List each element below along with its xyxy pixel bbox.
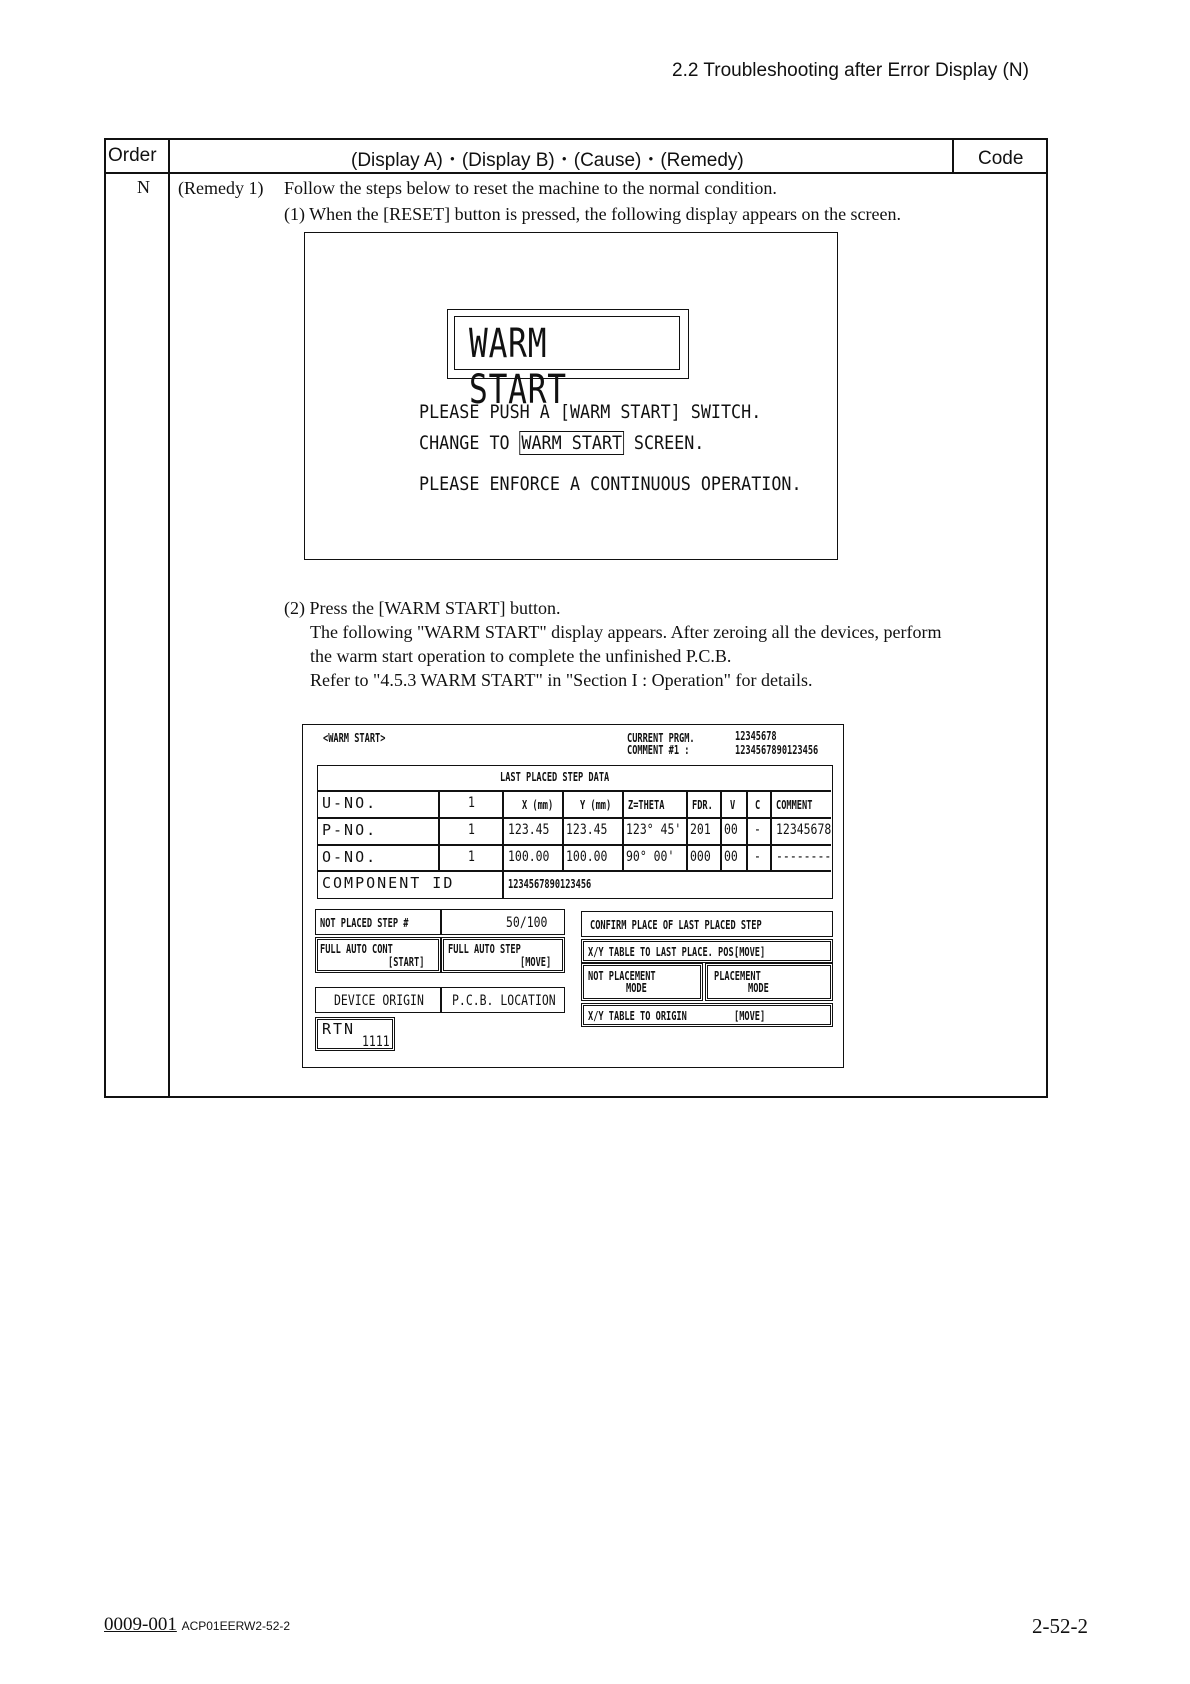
device-origin-button[interactable] (315, 987, 441, 1013)
table-cell: 123.45 (566, 822, 608, 838)
xy-table-last-place-button[interactable] (581, 939, 833, 963)
full-auto-step-label: FULL AUTO STEP (448, 942, 521, 956)
not-placement-mode-line-2: MODE (626, 981, 647, 995)
screen-warm-start-display (302, 724, 844, 1068)
table-cell: 100.00 (508, 849, 550, 865)
col-x: X (mm) (522, 798, 554, 812)
col-v: V (730, 798, 736, 812)
comment-value: 1234567890123456 (735, 743, 819, 757)
remedy-step-2-line-2: the warm start operation to complete the unfinished P.C.B. (310, 646, 732, 666)
table-row-label: O-NO. (322, 848, 378, 866)
screen1-line-1: PLEASE PUSH A [WARM START] SWITCH. (419, 401, 762, 423)
table-cell: 1 (468, 849, 475, 865)
table-cell: 12345678 (776, 822, 832, 838)
xy-last-place-sub: [MOVE] (734, 945, 766, 959)
table-cell: 00 (724, 849, 738, 865)
xy-origin-sub: [MOVE] (734, 1009, 766, 1023)
col-fdr: FDR. (692, 798, 713, 812)
current-prgm-value: 12345678 (735, 729, 777, 743)
xy-table-origin-button[interactable] (581, 1003, 833, 1027)
not-placed-step-label-box (315, 909, 441, 935)
rtn-sub: 1111 (362, 1034, 390, 1050)
xy-origin-label: X/Y TABLE TO ORIGIN (588, 1009, 687, 1023)
table-cell: 123° 45' (626, 822, 682, 838)
col-y: Y (mm) (580, 798, 612, 812)
table-cell: 90° 00' (626, 849, 675, 865)
placement-mode-line-2: MODE (748, 981, 769, 995)
col-c: C (755, 798, 761, 812)
not-placed-step-label: NOT PLACED STEP # (320, 916, 409, 930)
remedy-text: Follow the steps below to reset the machine to the normal condition. (284, 178, 777, 198)
header-display-cause-remedy: (Display A)・(Display B)・(Cause)・(Remedy) (351, 150, 744, 171)
full-auto-cont-label: FULL AUTO CONT (320, 942, 393, 956)
not-placed-step-value: 50/100 (506, 915, 548, 931)
table-cell: 123.45 (508, 822, 550, 838)
remedy-step-2-line-3: Refer to "4.5.3 WARM START" in "Section I : Operation" for details. (310, 670, 813, 690)
table-cell: - (754, 849, 761, 865)
order-value: N (137, 177, 150, 197)
screen1-line-2-pre: CHANGE TO (419, 432, 520, 454)
full-auto-step-button[interactable] (441, 937, 565, 973)
screen1-line-2-post: SCREEN. (623, 432, 705, 454)
footer-doc-info (104, 1614, 290, 1636)
footer-doc-code: ACP01EERW2-52-2 (181, 1619, 291, 1633)
screen1-line-3: PLEASE ENFORCE A CONTINUOUS OPERATION. (419, 473, 802, 495)
component-id-value: 1234567890123456 (508, 877, 592, 891)
warm-start-title-inner-frame (454, 316, 680, 413)
confirm-place-label: CONFIRM PLACE OF LAST PLACED STEP (590, 918, 762, 932)
table-cell: 100.00 (566, 849, 608, 865)
rtn-button[interactable] (315, 1017, 395, 1051)
table-cell: 000 (690, 849, 711, 865)
table-cell: - (754, 822, 761, 838)
placement-mode-line-1: PLACEMENT (714, 969, 761, 983)
comment-label: COMMENT #1 : (627, 743, 690, 757)
column-divider (952, 140, 954, 172)
rtn-label: RTN (322, 1020, 356, 1038)
full-auto-cont-button[interactable] (315, 937, 441, 973)
xy-last-place-label: X/Y TABLE TO LAST PLACE. POS. (588, 945, 739, 959)
device-origin-label: DEVICE ORIGIN (334, 993, 424, 1009)
table-row-label: P-NO. (322, 821, 378, 839)
full-auto-step-sub: [MOVE] (520, 955, 552, 969)
current-prgm-label: CURRENT PRGM. (627, 731, 695, 745)
not-placement-mode-line-1: NOT PLACEMENT (588, 969, 656, 983)
col-comment: COMMENT (776, 798, 813, 812)
not-placement-mode-button[interactable] (581, 963, 703, 1001)
screen1-line-2 (419, 431, 704, 455)
warm-start-inline-label: WARM START (521, 432, 623, 454)
remedy-step-2-title: (2) Press the [WARM START] button. (284, 598, 561, 618)
remedy-step-1: (1) When the [RESET] button is pressed, the following display appears on the screen. (284, 204, 902, 224)
not-placed-step-value-box (441, 909, 565, 935)
page-header-title: 2.2 Troubleshooting after Error Display (N) (672, 60, 1029, 81)
full-auto-cont-sub: [START] (388, 955, 425, 969)
table-row-label: U-NO. (322, 794, 378, 812)
screen-warm-start-message (304, 232, 838, 560)
last-placed-step-table (317, 765, 833, 899)
screen2-title: <WARM START> (323, 731, 386, 745)
table-cell: 1 (468, 822, 475, 838)
col-z-theta: Z=THETA (628, 798, 665, 812)
component-id-label: COMPONENT ID (322, 874, 455, 892)
table-cell: 1 (468, 795, 475, 811)
footer-doc-no: 0009-001 (104, 1614, 177, 1635)
table-cell: -------- (776, 849, 832, 865)
table-cell: 00 (724, 822, 738, 838)
pcb-location-button[interactable] (441, 987, 565, 1013)
header-code: Code (978, 148, 1024, 169)
column-divider (168, 140, 170, 1096)
pcb-location-label: P.C.B. LOCATION (452, 993, 556, 1009)
header-order: Order (108, 145, 157, 166)
placement-mode-button[interactable] (705, 963, 833, 1001)
table-cell: 201 (690, 822, 711, 838)
confirm-place-label-box (581, 911, 833, 937)
remedy-label: (Remedy 1) (178, 178, 264, 198)
warm-start-title: WARM START (469, 321, 567, 413)
warm-start-title-frame (447, 309, 689, 413)
step-table-title: LAST PLACED STEP DATA (500, 770, 610, 784)
table-header-row (106, 140, 1046, 174)
remedy-step-2-line-1: The following "WARM START" display appears. After zeroing all the devices, perform (310, 622, 942, 642)
footer-page-number: 2-52-2 (1032, 1614, 1088, 1638)
